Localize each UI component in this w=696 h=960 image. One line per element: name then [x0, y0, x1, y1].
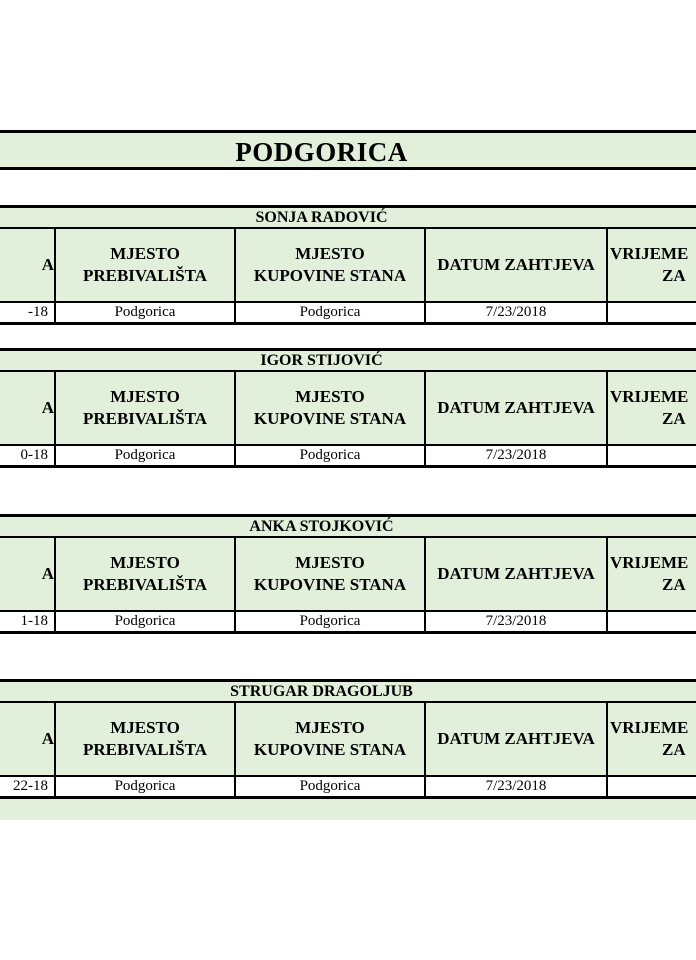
cell-mjesto-kupovine: Podgorica	[236, 612, 426, 631]
header-number: A	[0, 538, 56, 610]
cell-mjesto-prebivalista: Podgorica	[56, 446, 236, 465]
header-mjesto-prebivalista: MJESTO PREBIVALIŠTA	[56, 703, 236, 775]
table-header-row	[0, 538, 696, 612]
cell-mjesto-kupovine: Podgorica	[236, 303, 426, 322]
record-name-row	[0, 205, 696, 229]
header-vrijeme: VRIJEME ZA	[610, 387, 689, 428]
record-name: STRUGAR DRAGOLJUB	[230, 683, 413, 700]
record-name-row	[0, 514, 696, 538]
table-row	[0, 303, 696, 325]
cell-datum: 7/23/2018	[426, 303, 608, 322]
table-header-row	[0, 703, 696, 777]
cell-vrijeme	[608, 777, 696, 796]
cell-mjesto-kupovine: Podgorica	[236, 777, 426, 796]
cell-vrijeme	[608, 446, 696, 465]
record-name-row	[0, 679, 696, 703]
table-header-row	[0, 372, 696, 446]
header-datum-zahtjeva: DATUM ZAHTJEVA	[426, 538, 608, 610]
table-row	[0, 612, 696, 634]
header-datum-zahtjeva: DATUM ZAHTJEVA	[426, 703, 608, 775]
header-mjesto-kupovine: MJESTO KUPOVINE STANA	[236, 703, 426, 775]
cell-number: 1-18	[0, 612, 56, 631]
record-name: IGOR STIJOVIĆ	[260, 352, 383, 369]
header-vrijeme: VRIJEME ZA	[610, 718, 689, 759]
cell-mjesto-prebivalista: Podgorica	[56, 303, 236, 322]
cell-number: -18	[0, 303, 56, 322]
title-bar	[0, 130, 696, 170]
header-number: A	[0, 372, 56, 444]
cell-mjesto-prebivalista: Podgorica	[56, 777, 236, 796]
cell-datum: 7/23/2018	[426, 777, 608, 796]
header-mjesto-prebivalista: MJESTO PREBIVALIŠTA	[56, 372, 236, 444]
header-mjesto-kupovine: MJESTO KUPOVINE STANA	[236, 538, 426, 610]
table-row	[0, 777, 696, 799]
cell-mjesto-kupovine: Podgorica	[236, 446, 426, 465]
cell-mjesto-prebivalista: Podgorica	[56, 612, 236, 631]
header-mjesto-kupovine: MJESTO KUPOVINE STANA	[236, 372, 426, 444]
record-name-row	[0, 348, 696, 372]
record-name: SONJA RADOVIĆ	[255, 209, 388, 226]
record-name: ANKA STOJKOVIĆ	[249, 518, 394, 535]
table-header-row	[0, 229, 696, 303]
cell-number: 22-18	[0, 777, 56, 796]
table-row	[0, 446, 696, 468]
page-title: PODGORICA	[235, 137, 408, 167]
cell-vrijeme	[608, 612, 696, 631]
header-number: A	[0, 703, 56, 775]
header-datum-zahtjeva: DATUM ZAHTJEVA	[426, 229, 608, 301]
cell-datum: 7/23/2018	[426, 612, 608, 631]
footer-band	[0, 799, 696, 820]
header-vrijeme: VRIJEME ZA	[610, 553, 689, 594]
cell-vrijeme	[608, 303, 696, 322]
cell-number: 0-18	[0, 446, 56, 465]
header-mjesto-prebivalista: MJESTO PREBIVALIŠTA	[56, 538, 236, 610]
cell-datum: 7/23/2018	[426, 446, 608, 465]
header-number: A	[0, 229, 56, 301]
header-vrijeme: VRIJEME ZA	[610, 244, 689, 285]
header-mjesto-prebivalista: MJESTO PREBIVALIŠTA	[56, 229, 236, 301]
header-datum-zahtjeva: DATUM ZAHTJEVA	[426, 372, 608, 444]
header-mjesto-kupovine: MJESTO KUPOVINE STANA	[236, 229, 426, 301]
